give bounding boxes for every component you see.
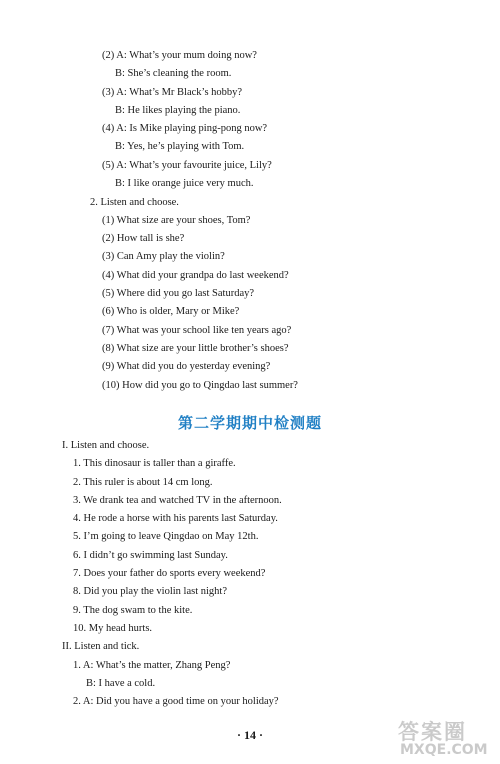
- part2-item-10: (10) How did you go to Qingdao last summer?: [102, 380, 298, 391]
- dialogue-3-b: B: He likes playing the piano.: [115, 105, 241, 116]
- section-i-title: I. Listen and choose.: [62, 440, 150, 451]
- section-i-item-3: 3. We drank tea and watched TV in the afternoon.: [73, 495, 282, 506]
- page-number: · 14 ·: [236, 728, 263, 742]
- dialogue-3-a: (3) A: What’s Mr Black’s hobby?: [102, 87, 243, 98]
- dialogue-2-a: (2) A: What’s your mum doing now?: [102, 50, 257, 61]
- part2-title: 2. Listen and choose.: [90, 197, 179, 208]
- section-ii-item-2-a: 2. A: Did you have a good time on your holiday?: [73, 696, 279, 707]
- dialogue-2-b: B: She’s cleaning the room.: [115, 68, 232, 79]
- section-i-item-1: 1. This dinosaur is taller than a giraffe.: [73, 458, 236, 469]
- section-i-item-10: 10. My head hurts.: [73, 623, 153, 634]
- section-i-item-2: 2. This ruler is about 14 cm long.: [73, 477, 213, 488]
- part2-item-9: (9) What did you do yesterday evening?: [102, 361, 271, 372]
- section-ii-title: II. Listen and tick.: [62, 641, 140, 652]
- section-i-item-6: 6. I didn’t go swimming last Sunday.: [73, 550, 228, 561]
- part2-item-3: (3) Can Amy play the violin?: [102, 251, 225, 262]
- part2-item-8: (8) What size are your little brother’s shoes?: [102, 343, 289, 354]
- watermark-text: 答案圈: [398, 720, 467, 744]
- section-heading: 第二学期期中检测题: [177, 414, 322, 432]
- part2-item-2: (2) How tall is she?: [102, 233, 185, 244]
- part2-item-7: (7) What was your school like ten years ago?: [102, 325, 292, 336]
- part2-item-1: (1) What size are your shoes, Tom?: [102, 215, 251, 226]
- dialogue-5-b: B: I like orange juice very much.: [115, 178, 254, 189]
- watermark-logo: [398, 716, 494, 760]
- section-i-item-8: 8. Did you play the violin last night?: [73, 586, 227, 597]
- part2-item-5: (5) Where did you go last Saturday?: [102, 288, 255, 299]
- dialogue-4-a: (4) A: Is Mike playing ping-pong now?: [102, 123, 268, 134]
- part2-item-4: (4) What did your grandpa do last weekend?: [102, 270, 289, 281]
- section-ii-item-1-b: B: I have a cold.: [86, 678, 156, 689]
- section-i-item-9: 9. The dog swam to the kite.: [73, 605, 193, 616]
- section-i-item-4: 4. He rode a horse with his parents last Saturday.: [73, 513, 278, 524]
- part2-item-6: (6) Who is older, Mary or Mike?: [102, 306, 240, 317]
- dialogue-4-b: B: Yes, he’s playing with Tom.: [115, 141, 245, 152]
- dialogue-5-a: (5) A: What’s your favourite juice, Lily?: [102, 160, 272, 171]
- section-ii-item-1-a: 1. A: What’s the matter, Zhang Peng?: [73, 660, 231, 671]
- section-i-item-7: 7. Does your father do sports every weekend?: [73, 568, 266, 579]
- section-i-item-5: 5. I’m going to leave Qingdao on May 12th.: [73, 531, 259, 542]
- watermark-subtext: MXQE.COM: [400, 742, 488, 758]
